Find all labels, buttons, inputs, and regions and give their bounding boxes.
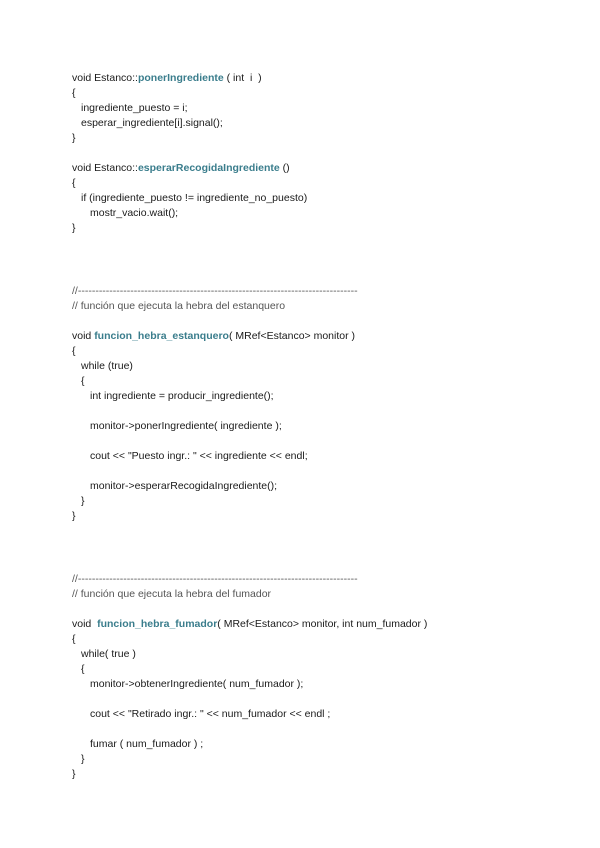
- brace-open: {: [72, 633, 76, 645]
- sig-params: (): [279, 162, 290, 174]
- signature-hebra-fumador: [72, 617, 572, 632]
- brace-close: }: [72, 132, 76, 144]
- while-line: while( true ): [81, 648, 136, 660]
- comment-rule: //--------------------------------------------------------------------------------: [72, 285, 358, 297]
- code-line: monitor->esperarRecogidaIngrediente();: [90, 480, 278, 492]
- brace-open: {: [72, 87, 76, 99]
- brace-close: }: [81, 495, 85, 507]
- code-line: monitor->obtenerIngrediente( num_fumador );: [90, 678, 304, 690]
- brace-open: {: [81, 375, 85, 387]
- comment: // función que ejecuta la hebra del fumador: [72, 588, 272, 600]
- brace-open: {: [72, 177, 76, 189]
- code-line: ingrediente_puesto = i;: [81, 102, 188, 114]
- function-name: ponerIngrediente: [137, 72, 224, 84]
- brace-close: }: [72, 222, 76, 234]
- signature-esperar-recogida: [72, 161, 572, 176]
- code-line: esperar_ingrediente[i].signal();: [81, 117, 223, 129]
- brace-open: {: [72, 345, 76, 357]
- brace-close: }: [72, 768, 76, 780]
- comment-rule: //--------------------------------------------------------------------------------: [72, 573, 358, 585]
- code-line: cout << "Retirado ingr.: " << num_fumador << endl ;: [90, 708, 331, 720]
- sig-prefix: void: [72, 618, 98, 630]
- code-line: cout << "Puesto ingr.: " << ingrediente << endl;: [90, 450, 308, 462]
- code-line: fumar ( num_fumador ) ;: [90, 738, 204, 750]
- signature-hebra-estanquero: [72, 329, 572, 344]
- brace-close: }: [81, 753, 85, 765]
- comment: // función que ejecuta la hebra del estanquero: [72, 300, 286, 312]
- sig-params: ( int i ): [223, 72, 262, 84]
- sig-prefix: void Estanco::: [72, 72, 138, 84]
- function-name: funcion_hebra_estanquero: [94, 330, 229, 342]
- sig-prefix: void: [72, 330, 95, 342]
- sig-params: ( MRef<Estanco> monitor, int num_fumador ): [217, 618, 428, 630]
- code-line: if (ingrediente_puesto != ingrediente_no_puesto): [81, 192, 308, 204]
- sig-params: ( MRef<Estanco> monitor ): [228, 330, 356, 342]
- function-name: funcion_hebra_fumador: [97, 618, 218, 630]
- signature-poner-ingrediente: [72, 71, 572, 86]
- code-listing: [72, 71, 572, 782]
- code-line: monitor->ponerIngrediente( ingrediente );: [90, 420, 282, 432]
- code-line: int ingrediente = producir_ingrediente();: [90, 390, 274, 402]
- brace-open: {: [81, 663, 85, 675]
- while-line: while (true): [81, 360, 133, 372]
- function-name: esperarRecogidaIngrediente: [137, 162, 280, 174]
- code-line: mostr_vacio.wait();: [90, 207, 179, 219]
- brace-close: }: [72, 510, 76, 522]
- sig-prefix: void Estanco::: [72, 162, 138, 174]
